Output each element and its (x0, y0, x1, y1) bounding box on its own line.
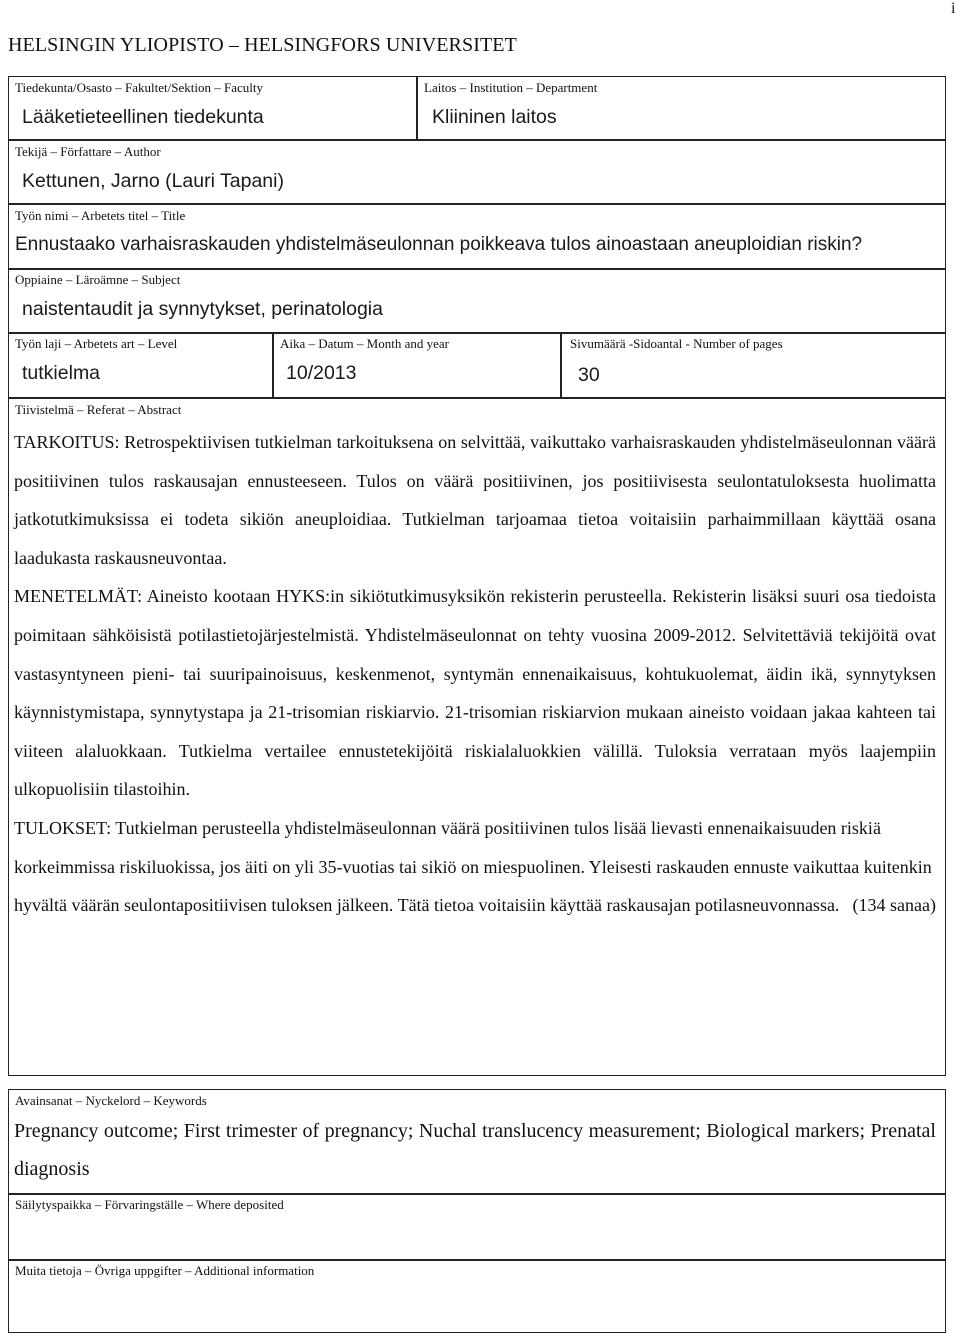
additional-info-label: Muita tietoja – Övriga uppgifter – Additional information (15, 1263, 315, 1278)
faculty-value: Lääketieteellinen tiedekunta (22, 106, 264, 128)
divider-after-keywords (8, 1193, 946, 1195)
level-date-divider (272, 332, 274, 398)
faculty-label: Tiedekunta/Osasto – Fakultet/Sektion – Faculty (15, 80, 263, 95)
title-value: Ennustaako varhaisraskauden yhdistelmäseulonnan poikkeava tulos ainoastaan aneuploidian riskin? (15, 234, 863, 255)
keywords-label: Avainsanat – Nyckelord – Keywords (15, 1093, 207, 1108)
subject-value: naistentaudit ja synnytykset, perinatologia (22, 298, 383, 320)
level-value: tutkielma (22, 362, 101, 384)
department-label: Laitos – Institution – Department (424, 80, 598, 95)
page-number: i (951, 0, 956, 17)
divider-after-subject (8, 332, 946, 334)
abstract-label: Tiivistelmä – Referat – Abstract (15, 402, 182, 417)
date-pages-divider (560, 332, 562, 398)
abstract-results (14, 809, 936, 925)
faculty-department-divider (416, 76, 418, 140)
author-label: Tekijä – Författare – Author (15, 144, 161, 159)
abstract-body (14, 423, 936, 925)
abstract-results-text: TULOKSET: Tutkielman perusteella yhdistelmäseulonnan väärä positiivinen tulos lisää lievasti ennenaikaisuuden riskiä korkeimmissa riskiluokissa, jos äiti on yli 35-vuotias tai sikiö on miespuolinen. Yleisesti raskauden ennuste vaikuttaa kuitenkin hyvältä väärän seulontapositiivisen tuloksen jälkeen. Tätä tietoa voitaisiin käyttää raskausajan potilasneuvonnassa. (14, 817, 932, 916)
date-label: Aika – Datum – Month and year (280, 336, 449, 351)
date-value: 10/2013 (286, 362, 357, 384)
keywords-value: Pregnancy outcome; First trimester of pregnancy; Nuchal translucency measurement; Biological markers; Prenatal diagnosis (14, 1120, 936, 1180)
department-value: Kliininen laitos (432, 106, 557, 128)
abstract-purpose: TARKOITUS: Retrospektiivisen tutkielman tarkoituksena on selvittää, vaikuttako varhaisraskauden yhdistelmäseulonnan väärä positiivinen tulos raskausajan ennusteeseen. Tulos on väärä positiivinen, jos positiivisesta seulontatuloksesta huolimatta jatkotutkimuksissa ei todeta sikiön aneuploidiaa. Tutkielman tarjoamaa tietoa voitaisiin parhaimmillaan käyttää osana laadukasta raskausneuvontaa. (14, 432, 936, 568)
abstract-methods: MENETELMÄT: Aineisto kootaan HYKS:in sikiötutkimusyksikön rekisterin perusteella. Rekisterin lisäksi suuri osa tiedoista poimitaan sähköisistä potilastietojärjestelmistä. Yhdistelmäseulonnat on tehty vuosina 2009-2012. Selvitettäviä tekijöitä ovat vastasyntyneen pieni- tai suuripainoisuus, keskenmenot, syntymän ennenaikaisuus, kohtukuolemat, äidin ikä, synnytyksen käynnistymistapa, synnytystapa ja 21-trisomian riskiarvio. 21-trisomian riskiarvion mukaan aineisto voidaan jakaa kahteen tai viiteen alaluokkaan. Tutkielma vertailee ennustetekijöitä riskialaluokkien välillä. Tuloksia verrataan myös laajempiin ulkopuolisiin tilastoihin. (14, 586, 936, 800)
level-label: Työn laji – Arbetets art – Level (15, 336, 178, 351)
divider-after-author (8, 203, 946, 205)
subject-label: Oppiaine – Läroämne – Subject (15, 272, 181, 287)
divider-after-title (8, 268, 946, 270)
abstract-word-count: (134 sanaa) (852, 895, 936, 916)
author-value: Kettunen, Jarno (Lauri Tapani) (22, 170, 284, 192)
university-name: HELSINGIN YLIOPISTO – HELSINGFORS UNIVERSITET (8, 34, 517, 56)
divider-after-faculty (8, 139, 946, 141)
deposited-label: Säilytyspaikka – Förvaringställe – Where deposited (15, 1197, 284, 1212)
title-label: Työn nimi – Arbetets titel – Title (15, 208, 186, 223)
pages-label: Sivumäärä -Sidoantal - Number of pages (570, 336, 783, 351)
divider-after-deposited (8, 1259, 946, 1261)
divider-after-level (8, 397, 946, 399)
pages-value: 30 (578, 364, 600, 386)
